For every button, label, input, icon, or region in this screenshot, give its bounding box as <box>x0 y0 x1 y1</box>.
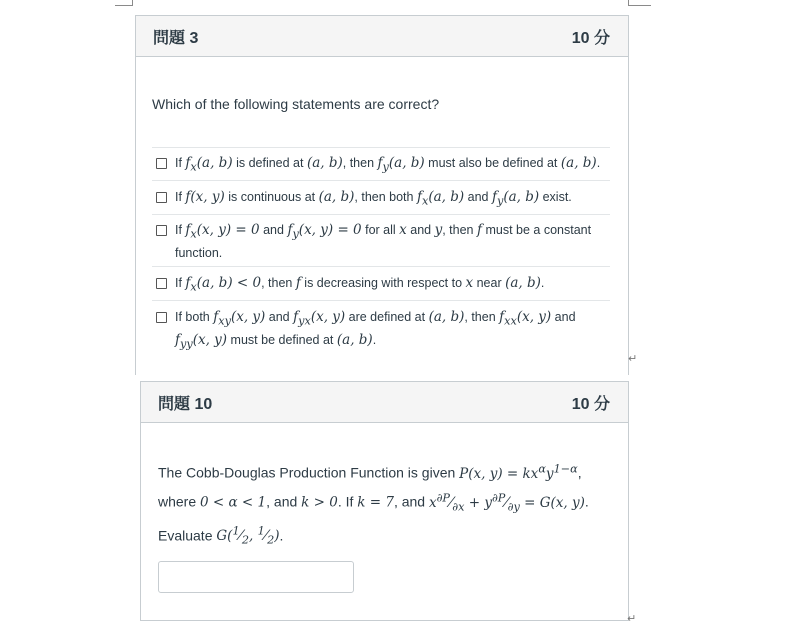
answer-option-1[interactable] <box>152 147 610 180</box>
answer-text-1: If $f_x(a$, b) is defined at (a, b), then $f_y(a$, b) must also be defined at (a, b). <box>175 155 601 174</box>
answer-checkbox-1[interactable] <box>156 158 167 169</box>
paragraph-mark: ↵ <box>628 352 638 365</box>
answer-option-2[interactable] <box>152 180 610 214</box>
answer-text-2: If f(x, y) is continuous at (a, b), then both $f_x(a$, b) and $f_y(a$, b) exist. <box>175 189 572 208</box>
answer-text-3: If $f_x(x$, y) = 0 and $f_y(x$, y) = 0 for all x and y, then f must be a constant function. <box>175 222 592 260</box>
question-10-title: 問題 10 <box>158 395 213 413</box>
answer-option-4[interactable] <box>152 266 610 300</box>
question-3-card <box>135 15 629 375</box>
question-3-answer-list <box>152 147 610 351</box>
question-10-prompt: The Cobb-Douglas Production Function is given P(x, $y) = kx^\alpha y^{1-\alpha}$, where 0 < α < 1, and k > 0. If k = 7, and $x^{\partial P}⁄_{\partial x}$ + $y^{\partial P}⁄_{\partial y} = G(x$, y). Evaluate $G(^1⁄_2$, $^1⁄_2$). <box>158 462 589 547</box>
crop-mark-top-right <box>628 0 651 6</box>
question-10-points: 10 分 <box>571 395 610 413</box>
answer-checkbox-5[interactable] <box>156 312 167 323</box>
paragraph-mark-bottom: ↵ <box>627 612 637 625</box>
answer-checkbox-4[interactable] <box>156 278 167 289</box>
answer-text-4: If $f_x(a$, b) < 0, then f is decreasing with respect to x near (a, b). <box>175 275 545 294</box>
answer-checkbox-3[interactable] <box>156 225 167 236</box>
answer-option-3[interactable] <box>152 214 610 266</box>
question-3-title: 問題 3 <box>153 29 199 47</box>
answer-input[interactable] <box>159 562 357 594</box>
answer-text-5: If both $f_{xy}(x$, y) and $f_{yx}(x$, y) are defined at (a, b), then $f_{xx}(x$, y) and $f_{yy}(x$, y) must be defined at (a, b). <box>175 309 576 351</box>
crop-mark-top-left <box>115 0 133 6</box>
question-10-header <box>141 382 628 423</box>
question-3-points: 10 分 <box>571 29 610 47</box>
answer-checkbox-2[interactable] <box>156 192 167 203</box>
question-3-header <box>136 16 628 57</box>
question-10-card <box>140 381 629 621</box>
question-3-prompt: Which of the following statements are correct? <box>152 96 440 112</box>
answer-input-box[interactable] <box>158 561 354 593</box>
answer-option-5[interactable] <box>152 300 610 351</box>
